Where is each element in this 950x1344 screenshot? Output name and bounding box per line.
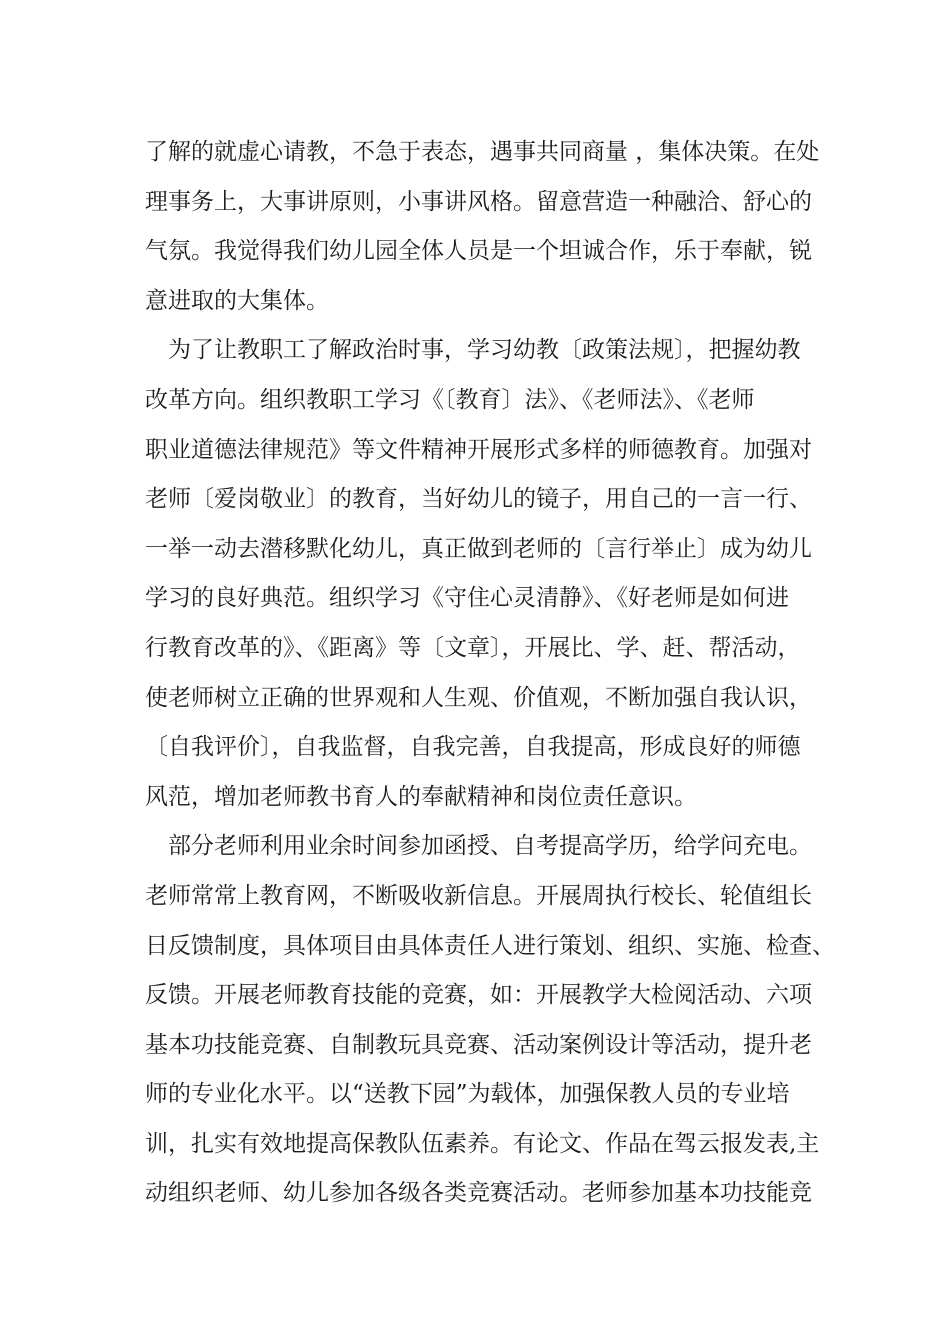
text-line: 部分老师利用业余时间参加函授、自考提高学历，给学问充电。 (168, 833, 812, 860)
text-line: 为了让教职工了解政治时事，学习幼教〔政策法规〕，把握幼教 (168, 337, 801, 364)
text-line: 老师常常上教育网，不断吸收新信息。开展周执行校长、轮值组长 (145, 882, 812, 909)
text-line: 动组织老师、幼儿参加各级各类竞赛活动。老师参加基本功技能竞 (145, 1180, 812, 1207)
text-line: 训，扎实有效地提高保教队伍素养。有论文、作品在驾云报发表,主 (145, 1130, 820, 1157)
text-line: 行教育改革的》、《距离》等〔文章〕，开展比、学、赶、帮活动， (145, 634, 801, 661)
text-line: 基本功技能竞赛、自制教玩具竞赛、活动案例设计等活动，提升老 (145, 1031, 812, 1058)
text-line: 师的专业化水平。以“送教下园”为载体，加强保教人员的专业培 (145, 1081, 790, 1108)
text-line: 改革方向。组织教职工学习《〔教育〕法》、《老师法》、《老师 (145, 386, 755, 413)
text-line: 意进取的大集体。 (145, 287, 329, 314)
text-line: 反馈。开展老师教育技能的竞赛，如：开展教学大检阅活动、六项 (145, 982, 812, 1009)
paragraph-1 (145, 128, 825, 326)
text-line: 职业道德法律规范》等文件精神开展形式多样的师德教育。加强对 (145, 436, 812, 463)
text-line: 一举一动去潜移默化幼儿，真正做到老师的〔言行举止〕成为幼儿 (145, 535, 812, 562)
text-line: 日反馈制度，具体项目由具体责任人进行策划、组织、实施、检查、 (145, 932, 835, 959)
text-line: 学习的良好典范。组织学习《守住心灵清静》、《好老师是如何进 (145, 585, 789, 612)
paragraph-3 (145, 822, 835, 1219)
text-line: 老师〔爱岗敬业〕的教育，当好幼儿的镜子，用自己的一言一行、 (145, 486, 812, 513)
text-line: 风范，增加老师教书育人的奉献精神和岗位责任意识。 (145, 783, 697, 810)
text-line: 使老师树立正确的世界观和人生观、价值观，不断加强自我认识， (145, 684, 812, 711)
paragraph-2 (145, 326, 825, 822)
body-text (145, 128, 835, 1219)
text-line: 气氛。我觉得我们幼儿园全体人员是一个坦诚合作，乐于奉献，锐 (145, 238, 812, 265)
text-line: 理事务上，大事讲原则，小事讲风格。留意营造一种融洽、舒心的 (145, 188, 812, 215)
text-line: 〔自我评价〕，自我监督，自我完善，自我提高，形成良好的师德 (145, 734, 801, 761)
text-line: 了解的就虚心请教，不急于表态，遇事共同商量 ，集体决策。在处 (145, 139, 820, 165)
